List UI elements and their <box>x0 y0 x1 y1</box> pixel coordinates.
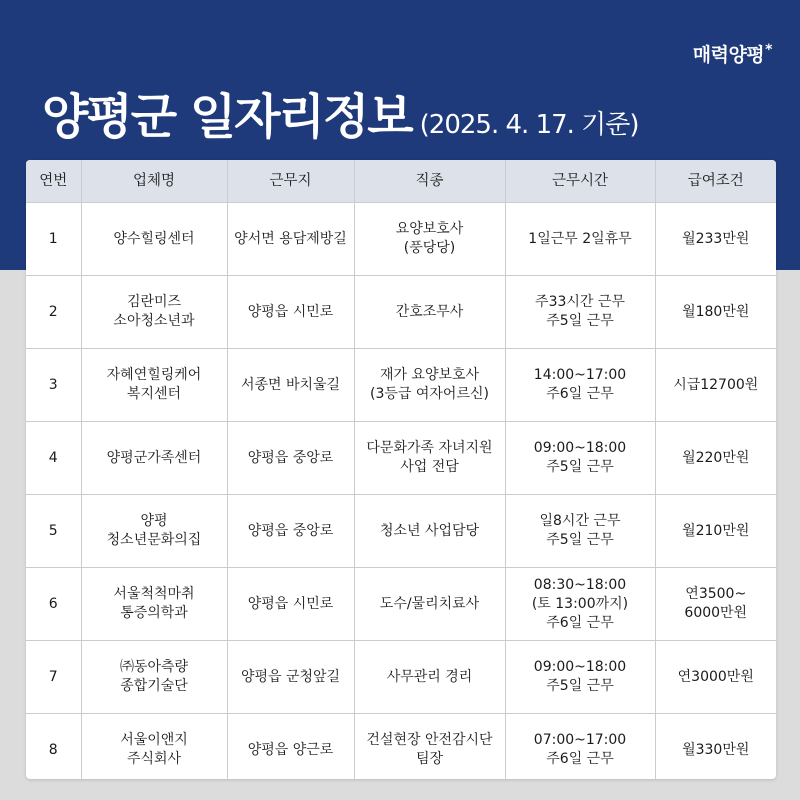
cell-company-line: 복지센터 <box>126 386 182 402</box>
cell-no: 8 <box>26 714 81 780</box>
cell-job-line: 팀장 <box>415 751 444 767</box>
cell-job <box>354 714 505 780</box>
cell-location <box>227 422 354 495</box>
cell-hours-line: (토 13:00까지) <box>531 595 629 612</box>
cell-hours-line: 주6일 근무 <box>546 386 614 402</box>
cell-job <box>354 422 505 495</box>
cell-hours-line: 07:00~17:00 <box>533 732 627 748</box>
cell-hours <box>505 495 655 568</box>
cell-location <box>227 203 354 276</box>
cell-no: 1 <box>26 203 81 276</box>
cell-location <box>227 714 354 780</box>
cell-job-line: 건설현장 안전감시단 <box>366 732 493 748</box>
cell-company-line: 서울척척마취 <box>113 586 195 602</box>
cell-company-line: 김란미즈 <box>126 294 182 310</box>
table-row <box>26 568 776 641</box>
cell-hours-line: 주5일 근무 <box>546 459 614 475</box>
cell-job-line: 간호조무사 <box>395 303 464 320</box>
cell-location-line: 양평읍 시민로 <box>247 303 334 320</box>
cell-company-line: 양평군가족센터 <box>106 449 202 466</box>
table-row <box>26 714 776 780</box>
cell-no: 5 <box>26 495 81 568</box>
header-company: 업체명 <box>81 160 227 203</box>
header-location: 근무지 <box>227 160 354 203</box>
cell-location-line: 양평읍 양근로 <box>247 741 334 758</box>
cell-hours-line: 주5일 근무 <box>546 532 614 548</box>
cell-hours-line: 주5일 근무 <box>546 313 614 329</box>
cell-pay-line: 월330만원 <box>682 741 750 758</box>
cell-location-line: 양평읍 중앙로 <box>247 449 334 466</box>
brand-star-icon: * <box>765 41 772 58</box>
cell-location-line: 양평읍 군청앞길 <box>240 668 341 685</box>
cell-pay <box>655 568 776 641</box>
cell-pay-line: 6000만원 <box>684 605 748 621</box>
cell-no: 3 <box>26 349 81 422</box>
cell-pay <box>655 714 776 780</box>
cell-no: 2 <box>26 276 81 349</box>
cell-job-line: (3등급 여자어르신) <box>370 386 489 402</box>
cell-job <box>354 203 505 276</box>
cell-pay-line: 월220만원 <box>682 449 750 466</box>
cell-pay-line: 월180만원 <box>682 303 750 320</box>
cell-company <box>81 495 227 568</box>
cell-company-line: 양평 <box>140 513 168 529</box>
table-row <box>26 349 776 422</box>
jobs-table <box>26 160 776 779</box>
cell-job <box>354 276 505 349</box>
cell-job-line: 청소년 사업담당 <box>379 522 480 539</box>
cell-job <box>354 641 505 714</box>
cell-hours-line: 주33시간 근무 <box>535 294 625 310</box>
title-date: (2025. 4. 17. 기준) <box>419 110 639 140</box>
cell-no: 6 <box>26 568 81 641</box>
cell-company-line: 양수힐링센터 <box>113 230 195 247</box>
cell-job <box>354 568 505 641</box>
cell-company <box>81 276 227 349</box>
cell-job-line: 요양보호사 <box>395 221 464 237</box>
brand-logo <box>693 40 772 67</box>
cell-hours <box>505 276 655 349</box>
cell-hours <box>505 203 655 276</box>
cell-pay <box>655 495 776 568</box>
cell-hours <box>505 568 655 641</box>
cell-location <box>227 568 354 641</box>
cell-job <box>354 495 505 568</box>
cell-company-line: 통증의학과 <box>120 605 188 621</box>
cell-hours <box>505 422 655 495</box>
cell-pay-line: 월233만원 <box>682 230 750 247</box>
cell-company-line: 청소년문화의집 <box>106 532 202 548</box>
brand-text: 매력양평 <box>692 44 765 66</box>
cell-pay <box>655 422 776 495</box>
cell-location <box>227 349 354 422</box>
cell-pay-line: 연3500~ <box>685 586 747 602</box>
cell-pay <box>655 349 776 422</box>
cell-job <box>354 349 505 422</box>
table-row <box>26 641 776 714</box>
cell-company-line: 종합기술단 <box>120 678 188 694</box>
cell-hours-line: 1일근무 2일휴무 <box>528 230 632 247</box>
cell-company <box>81 568 227 641</box>
table-header-row <box>26 160 776 203</box>
header-no: 연번 <box>26 160 81 203</box>
cell-pay-line: 월210만원 <box>682 522 750 539</box>
cell-hours <box>505 349 655 422</box>
cell-company <box>81 714 227 780</box>
table-row <box>26 203 776 276</box>
cell-hours-line: 08:30~18:00 <box>533 576 627 593</box>
cell-hours-line: 주6일 근무 <box>546 751 614 767</box>
header-hours: 근무시간 <box>505 160 655 203</box>
cell-job-line: 사무관리 경리 <box>386 668 473 685</box>
cell-hours-line: 일8시간 근무 <box>539 513 621 529</box>
cell-company <box>81 641 227 714</box>
cell-company-line: ㈜동아측량 <box>119 659 189 675</box>
cell-pay <box>655 276 776 349</box>
cell-company <box>81 422 227 495</box>
cell-company <box>81 349 227 422</box>
cell-pay <box>655 203 776 276</box>
cell-company-line: 주식회사 <box>126 751 182 767</box>
cell-location-line: 양평읍 중앙로 <box>247 522 334 539</box>
cell-pay <box>655 641 776 714</box>
header-pay: 급여조건 <box>655 160 776 203</box>
table-body <box>26 203 776 780</box>
table-row <box>26 495 776 568</box>
table-row <box>26 422 776 495</box>
cell-no: 7 <box>26 641 81 714</box>
page-title <box>42 78 762 147</box>
cell-company-line: 소아청소년과 <box>113 313 195 329</box>
cell-no: 4 <box>26 422 81 495</box>
cell-hours-line: 14:00~17:00 <box>533 367 627 383</box>
cell-job-line: (풍당당) <box>403 240 456 256</box>
cell-hours <box>505 641 655 714</box>
cell-hours-line: 주5일 근무 <box>546 678 614 694</box>
cell-hours-line: 09:00~18:00 <box>533 440 627 456</box>
cell-hours-line: 09:00~18:00 <box>533 659 627 675</box>
table-row <box>26 276 776 349</box>
cell-hours <box>505 714 655 780</box>
cell-hours-line: 주6일 근무 <box>546 614 614 631</box>
cell-company <box>81 203 227 276</box>
cell-location <box>227 276 354 349</box>
cell-job-line: 사업 전담 <box>400 459 459 475</box>
cell-location <box>227 641 354 714</box>
title-main: 양평군 일자리정보 <box>42 89 412 145</box>
cell-job-line: 도수/물리치료사 <box>379 595 480 612</box>
cell-job-line: 다문화가족 자녀지원 <box>366 440 493 456</box>
cell-pay-line: 시급12700원 <box>673 376 759 393</box>
header-job: 직종 <box>354 160 505 203</box>
jobs-table-card <box>26 160 776 779</box>
cell-company-line: 서울이앤지 <box>120 732 188 748</box>
cell-location-line: 양서면 용담제방길 <box>234 230 347 247</box>
cell-location-line: 서종면 바치울길 <box>240 376 341 393</box>
cell-job-line: 재가 요양보호사 <box>379 367 480 383</box>
cell-company-line: 자혜연힐링케어 <box>106 367 202 383</box>
cell-pay-line: 연3000만원 <box>677 668 754 685</box>
cell-location <box>227 495 354 568</box>
cell-location-line: 양평읍 시민로 <box>247 595 334 612</box>
